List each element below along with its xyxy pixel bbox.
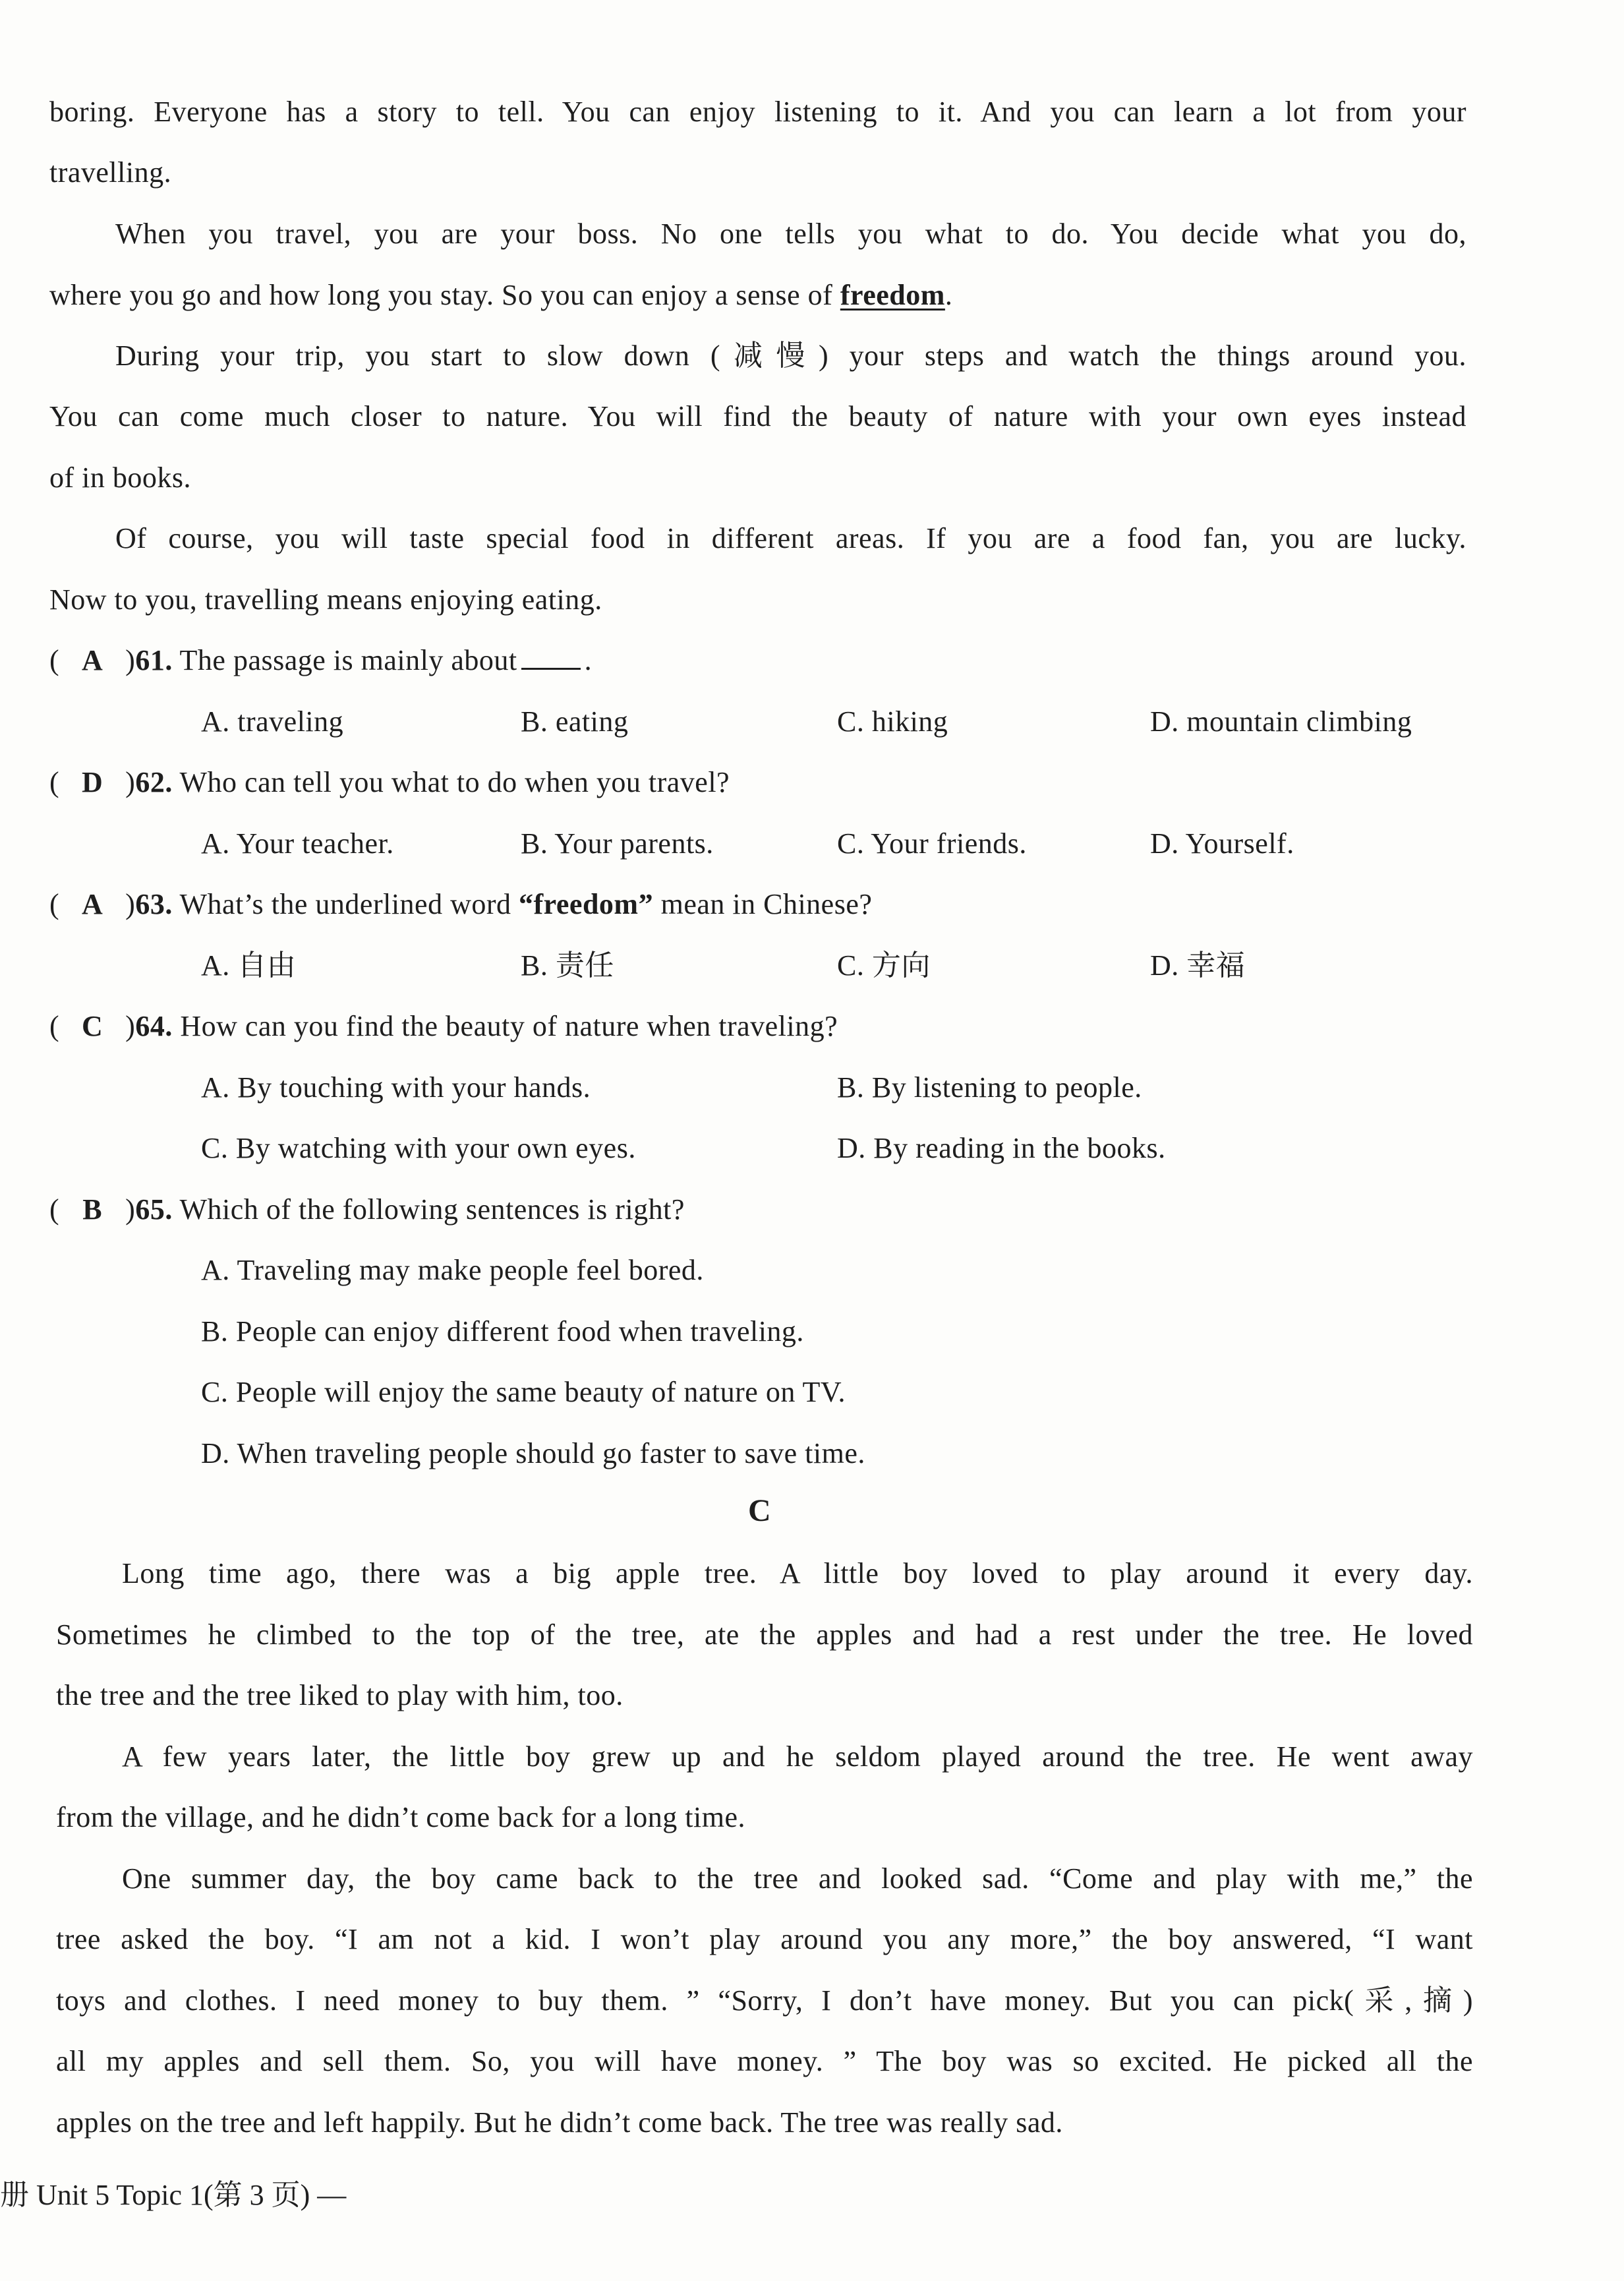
option-63-d: D. 幸福 xyxy=(1150,949,1246,982)
question-stem-63-b: mean in Chinese? xyxy=(660,888,873,920)
paren-open: ( xyxy=(49,888,60,920)
option-62-c: C. Your friends. xyxy=(837,827,1027,860)
period: . xyxy=(944,279,953,311)
question-stem-64: How can you find the beauty of nature when traveling? xyxy=(180,1010,838,1042)
option-62-d: D. Yourself. xyxy=(1150,827,1294,860)
paren-open: ( xyxy=(49,1010,60,1042)
passage-c-p2-line1: A few years later, the little boy grew up and he seldom played around the tree. He went away xyxy=(122,1740,1473,1773)
option-65-a: A. Traveling may make people feel bored. xyxy=(201,1254,704,1286)
question-61 xyxy=(49,641,592,680)
option-65-b: B. People can enjoy different food when traveling. xyxy=(201,1315,804,1348)
paren-close: ) xyxy=(125,1193,136,1226)
passage-b-p4-line2: Now to you, travelling means enjoying eating. xyxy=(49,583,602,616)
answer-63: A xyxy=(82,888,103,920)
passage-b-p2-line2 xyxy=(49,276,952,315)
paren-open: ( xyxy=(49,766,60,798)
paren-close: ) xyxy=(125,766,136,798)
paren-close: ) xyxy=(125,888,136,920)
option-63-a: A. 自由 xyxy=(201,949,297,982)
passage-c-p3-line5: apples on the tree and left happily. But he didn’t come back. The tree was really sad. xyxy=(56,2106,1063,2139)
question-65 xyxy=(49,1190,685,1229)
answer-62: D xyxy=(82,766,103,798)
stem-end: . xyxy=(584,644,593,676)
paren-open: ( xyxy=(49,1193,60,1226)
question-62 xyxy=(49,763,730,802)
option-62-b: B. Your parents. xyxy=(521,827,714,860)
passage-b-p3-line3: of in books. xyxy=(49,461,191,494)
option-65-c: C. People will enjoy the same beauty of nature on TV. xyxy=(201,1376,846,1408)
passage-c-p1-line1: Long time ago, there was a big apple tree. A little boy loved to play around it every day. xyxy=(122,1557,1473,1589)
option-61-d: D. mountain climbing xyxy=(1150,705,1412,738)
answer-61: A xyxy=(82,644,103,676)
passage-b-p2-line1: When you travel, you are your boss. No one tells you what to do. You decide what you do, xyxy=(115,218,1466,250)
passage-c-p3-line4: all my apples and sell them. So, you will have money. ” The boy was so excited. He picked all the xyxy=(56,2045,1473,2077)
question-stem-63-a: What’s the underlined word xyxy=(179,888,511,920)
option-64-c: C. By watching with your own eyes. xyxy=(201,1132,636,1164)
option-64-b: B. By listening to people. xyxy=(837,1071,1142,1104)
passage-c-p3-line1: One summer day, the boy came back to the tree and looked sad. “Come and play with me,” the xyxy=(122,1862,1473,1895)
option-63-c: C. 方向 xyxy=(837,949,931,982)
answer-65: B xyxy=(82,1193,103,1226)
passage-b-p4-line1: Of course, you will taste special food in different areas. If you are a food fan, you are lucky. xyxy=(115,522,1466,554)
passage-c-p1-line2: Sometimes he climbed to the top of the tree, ate the apples and had a rest under the tree. He loved xyxy=(56,1618,1473,1651)
question-number-62: 62. xyxy=(135,766,173,798)
passage-c-p1-line3: the tree and the tree liked to play with him, too. xyxy=(56,1679,624,1711)
passage-b-p3-line1: During your trip, you start to slow down (减慢) your steps and watch the things around you. xyxy=(115,340,1466,372)
paren-open: ( xyxy=(49,644,60,676)
option-63-b: B. 责任 xyxy=(521,949,614,982)
passage-b-p3-line2: You can come much closer to nature. You will find the beauty of nature with your own eyes instead xyxy=(49,400,1466,432)
answer-blank xyxy=(521,641,581,670)
paren-close: ) xyxy=(125,1010,136,1042)
passage-c-p2-line2: from the village, and he didn’t come back for a long time. xyxy=(56,1801,745,1833)
passage-c-p3-line3: toys and clothes. I need money to buy them. ” “Sorry, I don’t have money. But you can pick(采,摘) xyxy=(56,1984,1473,2017)
option-61-c: C. hiking xyxy=(837,705,948,738)
answer-64: C xyxy=(82,1010,103,1042)
option-61-b: B. eating xyxy=(521,705,629,738)
page-footer: 册 Unit 5 Topic 1(第 3 页) — xyxy=(0,2179,347,2211)
option-64-d: D. By reading in the books. xyxy=(837,1132,1166,1164)
question-63 xyxy=(49,885,872,924)
question-stem-62: Who can tell you what to do when you travel? xyxy=(179,766,730,798)
question-stem-63-word: “freedom” xyxy=(519,888,654,920)
option-65-d: D. When traveling people should go faster to save time. xyxy=(201,1437,865,1469)
option-61-a: A. traveling xyxy=(201,705,344,738)
passage-b-p1-line1: boring. Everyone has a story to tell. You can enjoy listening to it. And you can learn a lot from your xyxy=(49,96,1466,128)
underlined-word-freedom: freedom xyxy=(840,279,945,311)
option-64-a: A. By touching with your hands. xyxy=(201,1071,591,1104)
question-number-65: 65. xyxy=(135,1193,173,1226)
passage-b-p2-line2-text: where you go and how long you stay. So you can enjoy a sense of xyxy=(49,279,833,311)
question-stem-61: The passage is mainly about xyxy=(179,644,517,676)
passage-c-p3-line2: tree asked the boy. “I am not a kid. I won’t play around you any more,” the boy answered, “I want xyxy=(56,1923,1473,1955)
question-number-64: 64. xyxy=(135,1010,173,1042)
passage-b-p1-line2: travelling. xyxy=(49,156,172,189)
question-stem-65: Which of the following sentences is right? xyxy=(179,1193,685,1226)
question-number-63: 63. xyxy=(135,888,173,920)
section-heading-c: C xyxy=(748,1493,771,1528)
paren-close: ) xyxy=(125,644,136,676)
question-number-61: 61. xyxy=(135,644,173,676)
question-64 xyxy=(49,1007,838,1046)
option-62-a: A. Your teacher. xyxy=(201,827,394,860)
